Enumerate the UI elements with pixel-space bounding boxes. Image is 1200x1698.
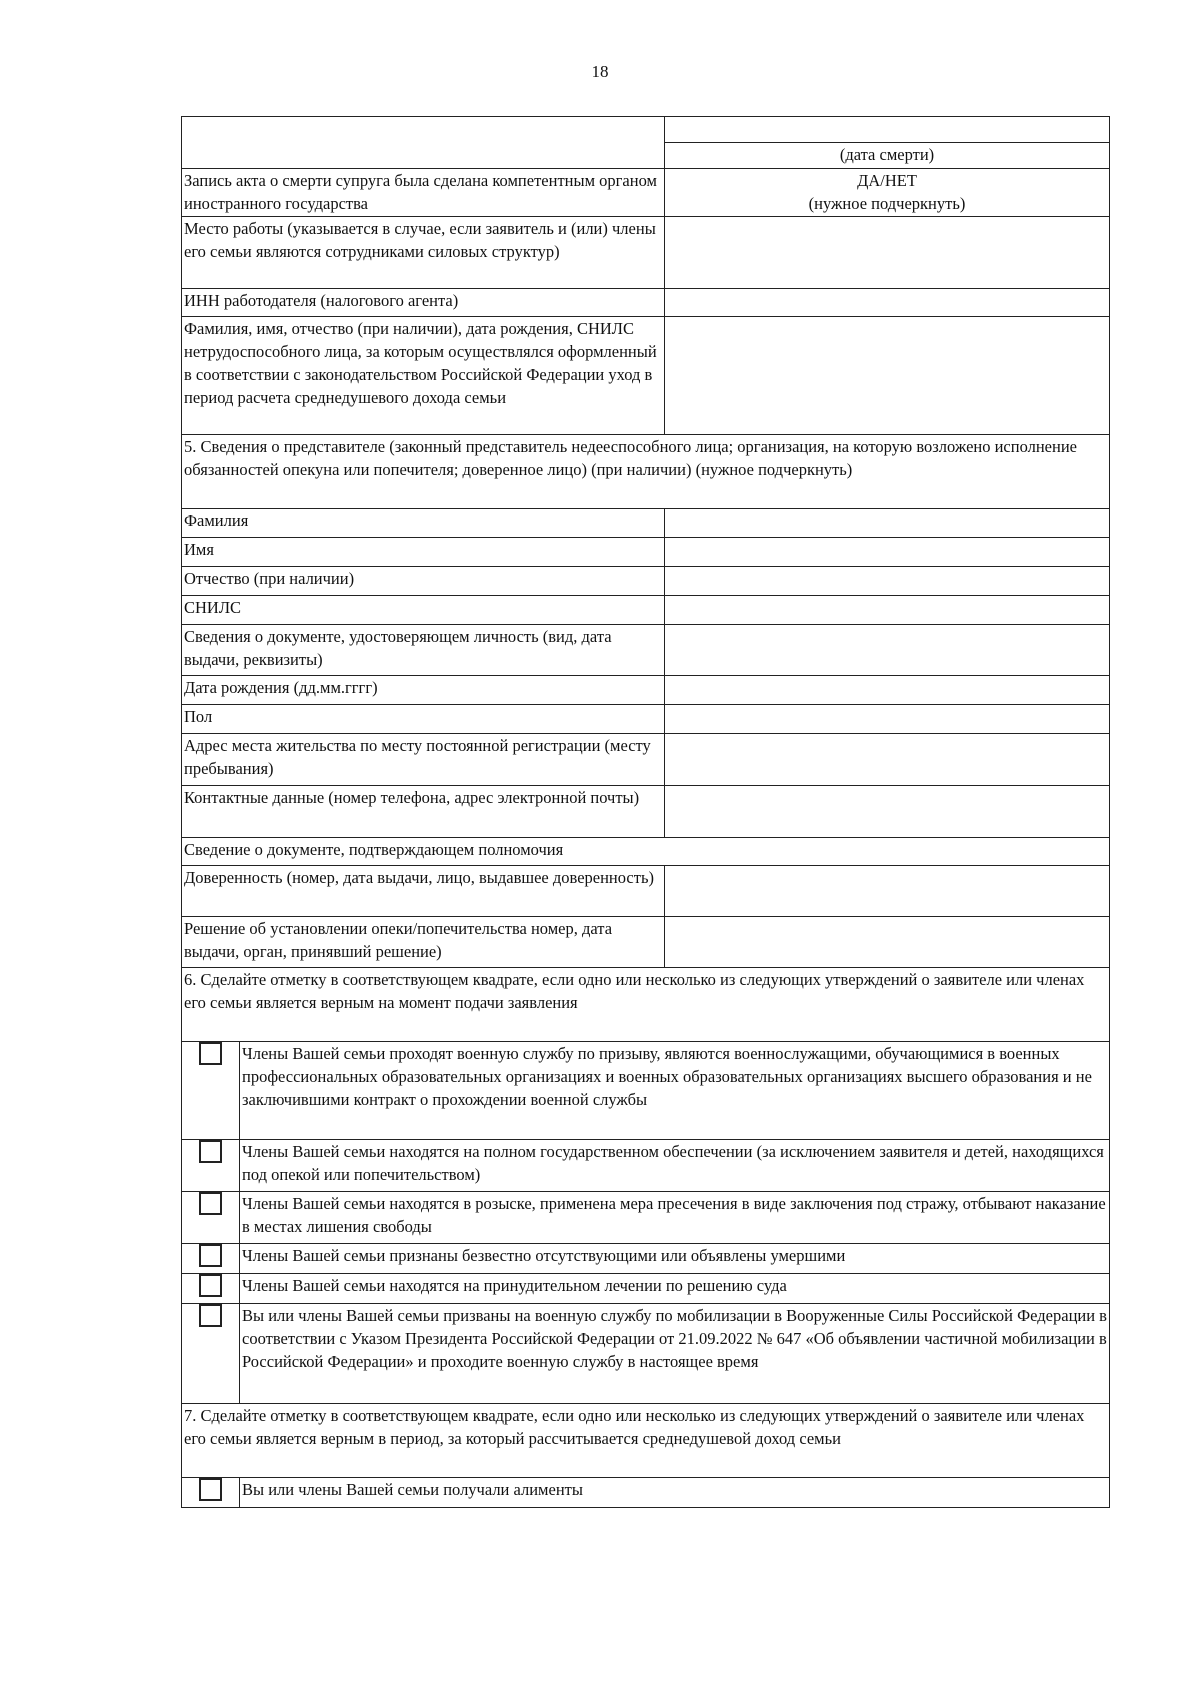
rep-address-label: Адрес места жительства по месту постоянной регистрации (месту пребывания) <box>182 734 665 786</box>
dependent-value[interactable] <box>665 317 1110 435</box>
rep-name-label: Имя <box>182 538 665 567</box>
rep-snils-field[interactable] <box>665 596 1110 625</box>
underline-hint: (нужное подчеркнуть) <box>808 194 966 213</box>
employer-inn-label: ИНН работодателя (налогового агента) <box>182 289 665 317</box>
section7-title: 7. Сделайте отметку в соответствующем квадрате, если одно или несколько из следующих утверждений о заявителе или членах его семьи является верным в период, за который рассчитывается среднедушевой доход семьи <box>182 1404 1110 1478</box>
checkbox-cell[interactable] <box>182 1244 240 1274</box>
s6-checkbox-4[interactable] <box>199 1244 222 1267</box>
guardianship-decision-field[interactable] <box>665 917 1110 968</box>
power-of-attorney-field[interactable] <box>665 866 1110 917</box>
s6-checkbox-5[interactable] <box>199 1274 222 1297</box>
s6-statement-5: Члены Вашей семьи находятся на принудительном лечении по решению суда <box>240 1274 1110 1304</box>
section5-title: 5. Сведения о представителе (законный представитель недееспособного лица; организация, на которую возложено исполнение обязанностей опекуна или попечителя; доверенное лицо) (при наличии) (нужное подчеркнуть) <box>182 435 1110 509</box>
checkbox-cell[interactable] <box>182 1274 240 1304</box>
checkbox-cell[interactable] <box>182 1478 240 1508</box>
s6-checkbox-3[interactable] <box>199 1192 222 1215</box>
rep-snils-label: СНИЛС <box>182 596 665 625</box>
yes-no-choice[interactable] <box>665 169 1110 217</box>
rep-sex-field[interactable] <box>665 705 1110 734</box>
section6-title: 6. Сделайте отметку в соответствующем квадрате, если одно или несколько из следующих утверждений о заявителе или членах его семьи является верным на момент подачи заявления <box>182 968 1110 1042</box>
rep-birth-date-label: Дата рождения (дд.мм.гггг) <box>182 676 665 705</box>
s7-statement-1: Вы или члены Вашей семьи получали алименты <box>240 1478 1110 1508</box>
workplace-value[interactable] <box>665 217 1110 289</box>
rep-surname-field[interactable] <box>665 509 1110 538</box>
s6-statement-4: Члены Вашей семьи признаны безвестно отсутствующими или объявлены умершими <box>240 1244 1110 1274</box>
checkbox-cell[interactable] <box>182 1042 240 1140</box>
s6-checkbox-2[interactable] <box>199 1140 222 1163</box>
power-of-attorney-label: Доверенность (номер, дата выдачи, лицо, выдавшее доверенность) <box>182 866 665 917</box>
rep-id-document-label: Сведения о документе, удостоверяющем личность (вид, дата выдачи, реквизиты) <box>182 625 665 676</box>
form-table <box>181 116 1110 1508</box>
rep-contacts-field[interactable] <box>665 786 1110 838</box>
s6-checkbox-6[interactable] <box>199 1304 222 1327</box>
rep-surname-label: Фамилия <box>182 509 665 538</box>
rep-sex-label: Пол <box>182 705 665 734</box>
application-form <box>181 116 1109 1508</box>
checkbox-cell[interactable] <box>182 1192 240 1244</box>
yes-no-text[interactable]: ДА/НЕТ <box>857 171 917 190</box>
workplace-label: Место работы (указывается в случае, если заявитель и (или) члены его семьи являются сотрудниками силовых структур) <box>182 217 665 289</box>
rep-birth-date-field[interactable] <box>665 676 1110 705</box>
authority-heading: Сведение о документе, подтверждающем полномочия <box>182 838 1110 866</box>
guardianship-decision-label: Решение об установлении опеки/попечительства номер, дата выдачи, орган, принявший решение) <box>182 917 665 968</box>
s6-statement-6: Вы или члены Вашей семьи призваны на военную службу по мобилизации в Вооруженные Силы Российской Федерации в соответствии с Указом Президента Российской Федерации от 21.09.2022 № 647 «Об объявлении частичной мобилизации в Российской Федерации» и проходите военную службу в настоящее время <box>240 1304 1110 1404</box>
s6-statement-2: Члены Вашей семьи находятся на полном государственном обеспечении (за исключением заявителя и детей, находящихся под опекой или попечительством) <box>240 1140 1110 1192</box>
rep-name-field[interactable] <box>665 538 1110 567</box>
s6-statement-3: Члены Вашей семьи находятся в розыске, применена мера пресечения в виде заключения под стражу, отбывают наказание в местах лишения свободы <box>240 1192 1110 1244</box>
s7-checkbox-1[interactable] <box>199 1478 222 1501</box>
dependent-label: Фамилия, имя, отчество (при наличии), дата рождения, СНИЛС нетрудоспособного лица, за которым осуществлялся оформленный в соответствии с законодательством Российской Федерации уход в период расчета среднедушевого дохода семьи <box>182 317 665 435</box>
foreign-record-label: Запись акта о смерти супруга была сделана компетентным органом иностранного государства <box>182 169 665 217</box>
employer-inn-value[interactable] <box>665 289 1110 317</box>
checkbox-cell[interactable] <box>182 1140 240 1192</box>
page-number: 18 <box>591 62 609 81</box>
rep-patronymic-field[interactable] <box>665 567 1110 596</box>
top-blank-cell <box>182 117 665 169</box>
checkbox-cell[interactable] <box>182 1304 240 1404</box>
rep-patronymic-label: Отчество (при наличии) <box>182 567 665 596</box>
rep-contacts-label: Контактные данные (номер телефона, адрес электронной почты) <box>182 786 665 838</box>
rep-address-field[interactable] <box>665 734 1110 786</box>
s6-statement-1: Члены Вашей семьи проходят военную службу по призыву, являются военнослужащими, обучающимися в военных профессиональных образовательных организациях и военных образовательных организациях высшего образования и не заключившими контракт о прохождении военной службы <box>240 1042 1110 1140</box>
death-date-value[interactable] <box>665 117 1110 143</box>
death-date-label: (дата смерти) <box>665 143 1110 169</box>
s6-checkbox-1[interactable] <box>199 1042 222 1065</box>
rep-id-document-field[interactable] <box>665 625 1110 676</box>
